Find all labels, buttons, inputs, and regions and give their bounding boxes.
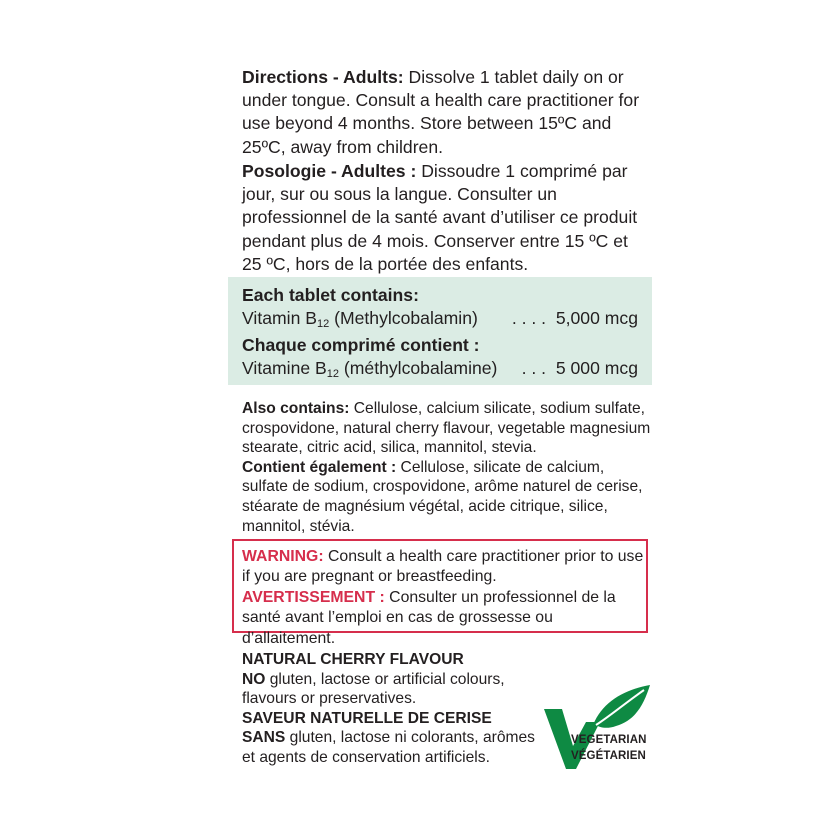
warning-title-en: WARNING: bbox=[242, 548, 324, 565]
flavour-heading-en-text: NATURAL CHERRY FLAVOUR bbox=[242, 651, 464, 668]
also-contains-title-en: Also contains: bbox=[242, 400, 350, 417]
also-contains-text-fr: Cellulose, silicate de calcium, sulfate de sodium, crospovidone, arôme naturel de cerise, stéarate de magnésium végétal, acide citrique, silice, mannitol, stévia. bbox=[242, 458, 643, 535]
posologie-title: Posologie - Adultes : bbox=[242, 161, 417, 181]
directions-text: Dissolve 1 tablet daily on or under tongue. Consult a health care practitioner for use beyond 4 months. Store between 15ºC and 25ºC, away from children. bbox=[242, 67, 640, 157]
also-contains-fr bbox=[242, 458, 652, 536]
warning-text-en: Consult a health care practitioner prior to use if you are pregnant or breastfeeding. bbox=[242, 548, 644, 586]
directions-section bbox=[242, 66, 652, 159]
ingredient-row-en bbox=[242, 307, 638, 333]
warning-fr bbox=[242, 588, 644, 649]
ingredient-amount-en: 5,000 mcg bbox=[555, 308, 638, 329]
directions-title: Directions - Adults: bbox=[242, 67, 404, 87]
flavour-free-from-en bbox=[242, 670, 542, 709]
also-contains-text-en: Cellulose, calcium silicate, sodium sulfate, crospovidone, natural cherry flavour, vegetable magnesium stearate, citric acid, silica, mannitol, stevia. bbox=[242, 400, 651, 457]
vegetarian-badge-label bbox=[571, 732, 647, 764]
ingredient-dosage-en bbox=[512, 307, 638, 333]
also-contains-section bbox=[242, 399, 652, 536]
flavour-heading-en bbox=[242, 650, 542, 670]
ingredient-name-en bbox=[242, 307, 478, 333]
ingredient-prefix-fr: Vitamine B bbox=[242, 358, 327, 379]
ingredient-name-fr bbox=[242, 357, 497, 383]
also-contains-title-fr: Contient également : bbox=[242, 458, 397, 476]
warning-text-fr: Consulter un professionnel de la santé avant l’emploi en cas de grossesse ou d’allaitement. bbox=[242, 588, 616, 647]
vegetarian-label-en: VEGETARIAN bbox=[571, 734, 647, 746]
warning-en bbox=[242, 547, 644, 588]
flavour-heading-fr bbox=[242, 709, 542, 729]
flavour-heading-fr-text: SAVEUR NATURELLE DE CERISE bbox=[242, 709, 492, 727]
posologie-text: Dissoudre 1 comprimé par jour, sur ou sous la langue. Consulter un professionnel de la santé avant d’utiliser ce produit pendant plus de 4 mois. Conserver entre 15 ºC et 25 ºC, hors de la portée des enfants. bbox=[242, 161, 638, 274]
ingredient-row-fr bbox=[242, 357, 638, 383]
posologie-paragraph bbox=[242, 160, 652, 276]
ingredient-sub-fr: 12 bbox=[326, 368, 340, 381]
flavour-no-label: NO bbox=[242, 670, 266, 688]
warning-content bbox=[242, 547, 644, 649]
flavour-free-from-fr-text: gluten, lactose ni colorants, arômes et agents de conservation artificiels. bbox=[242, 729, 535, 766]
contains-content bbox=[242, 284, 638, 384]
ingredient-dots-en: . . . . bbox=[511, 308, 547, 329]
ingredient-suffix-fr: (méthylcobalamine) bbox=[339, 358, 498, 379]
ingredient-dosage-fr bbox=[522, 357, 638, 383]
warning-box bbox=[232, 539, 648, 647]
ingredient-sub-en: 12 bbox=[316, 318, 330, 331]
also-contains-en bbox=[242, 399, 652, 458]
ingredient-amount-fr: 5 000 mcg bbox=[555, 358, 638, 379]
directions-paragraph bbox=[242, 66, 652, 159]
warning-title-fr: AVERTISSEMENT : bbox=[242, 588, 385, 606]
contains-heading-en: Each tablet contains: bbox=[242, 285, 419, 305]
vegetarian-label-fr: VÉGÉTARIEN bbox=[571, 750, 646, 762]
ingredient-dots-fr: . . . bbox=[521, 358, 547, 379]
ingredient-suffix-en: (Methylcobalamin) bbox=[329, 308, 478, 329]
flavour-section bbox=[242, 650, 542, 768]
ingredient-prefix-en: Vitamin B bbox=[242, 308, 317, 329]
flavour-sans-label: SANS bbox=[242, 729, 286, 747]
contains-panel bbox=[228, 277, 652, 385]
flavour-free-from-fr bbox=[242, 728, 542, 767]
posologie-section bbox=[242, 160, 652, 276]
contains-heading-fr: Chaque comprimé contient : bbox=[242, 334, 480, 355]
flavour-free-from-en-text: gluten, lactose or artificial colours, flavours or preservatives. bbox=[242, 670, 505, 708]
